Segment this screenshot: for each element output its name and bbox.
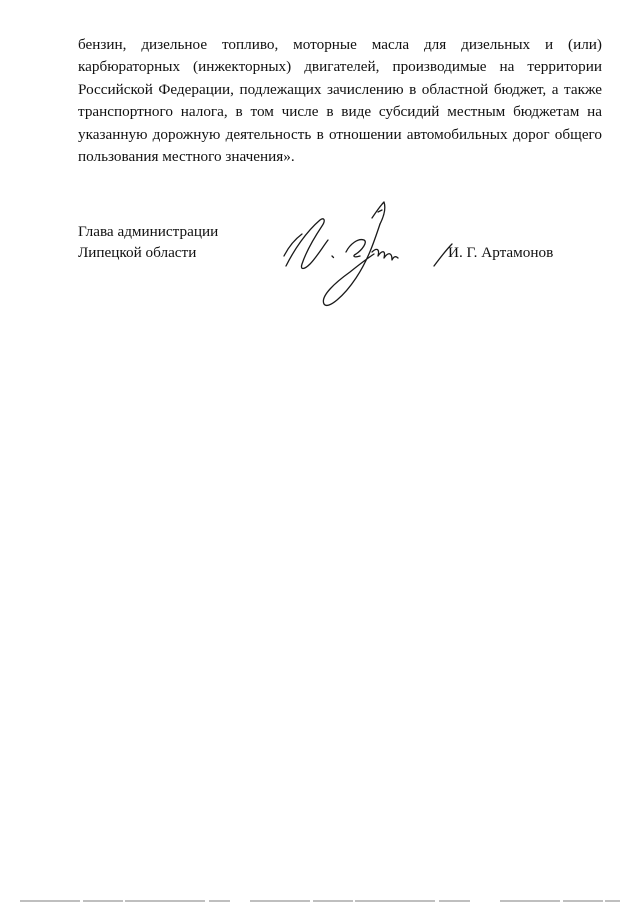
paragraph-line: транспортного налога, в том числе в виде субсидий местным бюджетам на xyxy=(78,103,602,121)
signer-title-line-1: Глава администрации xyxy=(78,223,219,240)
paragraph-line: пользования местного значения». xyxy=(78,148,295,166)
signer-name: И. Г. Артамонов xyxy=(448,244,554,261)
handwritten-signature xyxy=(276,198,466,318)
scan-edge-line xyxy=(0,895,640,905)
paragraph-line: Российской Федерации, подлежащих зачислению в областной бюджет, а также xyxy=(78,80,602,98)
paragraph-line: карбюраторных (инжекторных) двигателей, производимые на территории xyxy=(78,58,602,76)
paragraph-line: указанную дорожную деятельность в отношении автомобильных дорог общего xyxy=(78,125,602,143)
paragraph-line: бензин, дизельное топливо, моторные масла для дизельных и (или) xyxy=(78,36,602,53)
signer-title-line-2: Липецкой области xyxy=(78,244,197,261)
